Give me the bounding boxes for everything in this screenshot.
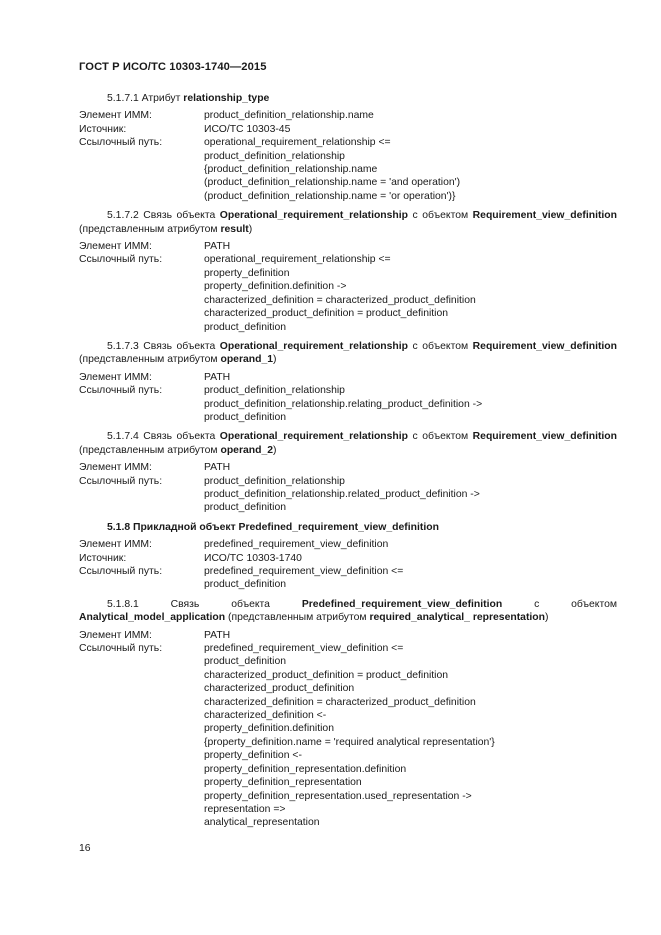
value-line: product_definition_relationship bbox=[204, 475, 345, 487]
attribute-row bbox=[79, 475, 617, 515]
title-fragment: (представленным атрибутом bbox=[79, 223, 221, 235]
title-fragment: (представленным атрибутом bbox=[79, 444, 221, 456]
title-fragment: 5.1.7.2 Связь объекта bbox=[107, 210, 220, 222]
attribute-value bbox=[204, 629, 617, 642]
attribute-value bbox=[204, 240, 617, 253]
section-title bbox=[79, 430, 617, 457]
value-line: characterized_definition = characterized_product_definition bbox=[204, 696, 476, 708]
value-line: property_definition <- bbox=[204, 750, 302, 762]
value-line: product_definition_relationship bbox=[204, 385, 345, 397]
value-line: (product_definition_relationship.name = 'and operation') bbox=[204, 177, 461, 189]
title-bold-fragment: relationship_type bbox=[183, 93, 270, 104]
value-line: PATH bbox=[204, 462, 231, 474]
value-line: ИСО/ТС 10303-45 bbox=[204, 123, 291, 135]
attribute-value bbox=[204, 384, 617, 424]
section-title bbox=[79, 92, 617, 105]
attribute-value bbox=[204, 109, 617, 122]
attribute-value bbox=[204, 253, 617, 333]
attribute-row bbox=[79, 371, 617, 384]
attribute-key: Ссылочный путь: bbox=[79, 385, 163, 397]
value-line: characterized_definition <- bbox=[204, 710, 327, 722]
title-fragment: (представленным атрибутом bbox=[225, 612, 370, 624]
title-bold-fragment: required_analytical_ representation bbox=[369, 612, 545, 624]
title-fragment: (представленным атрибутом bbox=[79, 354, 221, 366]
attribute-key: Элемент ИММ: bbox=[79, 371, 152, 383]
section-block bbox=[79, 92, 617, 209]
value-line: predefined_requirement_view_definition <= bbox=[204, 643, 404, 655]
section-block bbox=[79, 521, 617, 598]
value-line: characterized_product_definition = product_definition bbox=[204, 669, 449, 681]
title-fragment: с объектом bbox=[502, 598, 618, 610]
title-bold-fragment: Requirement_view_definition bbox=[472, 210, 617, 222]
value-line: (product_definition_relationship.name = 'or operation')} bbox=[204, 190, 456, 202]
value-line: ИСО/ТС 10303-1740 bbox=[204, 552, 302, 564]
attribute-value bbox=[204, 552, 617, 565]
section-block bbox=[79, 340, 617, 430]
value-line: characterized_definition = characterized_product_definition bbox=[204, 294, 476, 306]
value-line: product_definition bbox=[204, 579, 287, 591]
value-line: product_definition bbox=[204, 502, 287, 514]
value-line: analytical_representation bbox=[204, 817, 320, 829]
attribute-row bbox=[79, 565, 617, 592]
attribute-key: Ссылочный путь: bbox=[79, 643, 163, 655]
attribute-row bbox=[79, 136, 617, 203]
value-line: product_definition_relationship.relating_product_definition -> bbox=[204, 398, 483, 410]
attribute-key: Элемент ИММ: bbox=[79, 539, 152, 551]
attribute-value bbox=[204, 538, 617, 551]
value-line: property_definition_representation.definition bbox=[204, 763, 407, 775]
title-bold-fragment: result bbox=[220, 223, 249, 235]
value-line: property_definition_representation.used_representation -> bbox=[204, 790, 472, 802]
title-bold-fragment: Operational_requirement_relationship bbox=[219, 210, 409, 222]
section-block bbox=[79, 598, 617, 836]
title-bold-fragment: Analytical_model_application bbox=[79, 612, 226, 624]
section-title bbox=[79, 340, 617, 367]
value-line: product_definition bbox=[204, 411, 287, 423]
title-fragment: 5.1.7.4 Связь объекта bbox=[107, 431, 220, 443]
section-title bbox=[79, 209, 617, 236]
value-line: {product_definition_relationship.name bbox=[204, 164, 378, 176]
attribute-key: Ссылочный путь: bbox=[79, 566, 163, 577]
title-fragment: 5.1.7.1 Атрибут bbox=[107, 93, 184, 104]
value-line: property_definition.definition bbox=[204, 723, 334, 735]
attribute-value bbox=[204, 136, 617, 203]
attribute-row bbox=[79, 240, 617, 253]
title-bold-fragment: Predefined_requirement_view_definition bbox=[301, 598, 503, 610]
value-line: representation => bbox=[204, 803, 286, 815]
attribute-row bbox=[79, 123, 617, 136]
title-fragment: ) bbox=[545, 612, 549, 624]
title-fragment: ) bbox=[248, 223, 253, 235]
page-number: 16 bbox=[79, 843, 91, 854]
section-block bbox=[79, 209, 617, 340]
value-line: PATH bbox=[204, 241, 231, 253]
section-title bbox=[79, 521, 617, 534]
value-line: operational_requirement_relationship <= bbox=[204, 254, 391, 266]
attribute-value bbox=[204, 123, 617, 136]
value-line: product_definition_relationship bbox=[204, 150, 345, 162]
attribute-row bbox=[79, 538, 617, 551]
page-content bbox=[79, 92, 617, 836]
attribute-value bbox=[204, 371, 617, 384]
title-bold-fragment: operand_1 bbox=[220, 354, 274, 366]
title-fragment: с объектом bbox=[408, 340, 473, 352]
attribute-key: Элемент ИММ: bbox=[79, 629, 152, 641]
attribute-row bbox=[79, 629, 617, 642]
attribute-row bbox=[79, 384, 617, 424]
title-bold-fragment: 5.1.8 Прикладной объект Predefined_requirement_view_definition bbox=[107, 521, 439, 533]
value-line: characterized_product_definition bbox=[204, 683, 355, 695]
value-line: property_definition_representation bbox=[204, 777, 362, 789]
attribute-row bbox=[79, 642, 617, 830]
attribute-key: Ссылочный путь: bbox=[79, 254, 163, 266]
attribute-row bbox=[79, 552, 617, 565]
value-line: predefined_requirement_view_definition bbox=[204, 539, 389, 551]
value-line: product_definition_relationship.related_product_definition -> bbox=[204, 488, 480, 500]
value-line: PATH bbox=[204, 371, 231, 383]
spacer bbox=[79, 830, 617, 836]
attribute-row bbox=[79, 109, 617, 122]
section-block bbox=[79, 430, 617, 520]
value-line: predefined_requirement_view_definition <= bbox=[204, 566, 404, 577]
attribute-value bbox=[204, 461, 617, 474]
title-fragment: с объектом bbox=[408, 431, 473, 443]
attribute-key: Элемент ИММ: bbox=[79, 241, 152, 253]
title-bold-fragment: Requirement_view_definition bbox=[472, 340, 617, 352]
value-line: product_definition bbox=[204, 321, 287, 333]
attribute-value bbox=[204, 565, 617, 592]
value-line: property_definition bbox=[204, 267, 290, 279]
page-header: ГОСТ Р ИСО/ТС 10303-1740—2015 bbox=[79, 61, 267, 73]
attribute-key: Ссылочный путь: bbox=[79, 137, 163, 149]
title-fragment: 5.1.8.1 Связь объекта bbox=[107, 598, 302, 610]
attribute-row bbox=[79, 461, 617, 474]
title-bold-fragment: Operational_requirement_relationship bbox=[219, 340, 409, 352]
title-fragment: ) bbox=[273, 354, 277, 366]
title-bold-fragment: operand_2 bbox=[220, 444, 274, 456]
section-title bbox=[79, 598, 617, 625]
value-line: product_definition bbox=[204, 656, 287, 668]
value-line: characterized_product_definition = product_definition bbox=[204, 308, 449, 320]
title-bold-fragment: Requirement_view_definition bbox=[472, 431, 617, 443]
attribute-key: Элемент ИММ: bbox=[79, 462, 152, 474]
title-fragment: ) bbox=[273, 444, 277, 456]
title-fragment: 5.1.7.3 Связь объекта bbox=[107, 340, 220, 352]
value-line: {property_definition.name = 'required analytical representation'} bbox=[204, 736, 495, 748]
attribute-key: Элемент ИММ: bbox=[79, 110, 152, 122]
value-line: product_definition_relationship.name bbox=[204, 110, 374, 122]
value-line: operational_requirement_relationship <= bbox=[204, 137, 391, 149]
title-bold-fragment: Operational_requirement_relationship bbox=[219, 431, 409, 443]
attribute-row bbox=[79, 253, 617, 333]
attribute-value bbox=[204, 475, 617, 515]
attribute-key: Ссылочный путь: bbox=[79, 475, 163, 487]
title-fragment: с объектом bbox=[408, 210, 473, 222]
attribute-key: Источник: bbox=[79, 123, 127, 135]
attribute-key: Источник: bbox=[79, 552, 127, 564]
value-line: property_definition.definition -> bbox=[204, 281, 347, 293]
attribute-value bbox=[204, 642, 617, 830]
value-line: PATH bbox=[204, 629, 231, 641]
